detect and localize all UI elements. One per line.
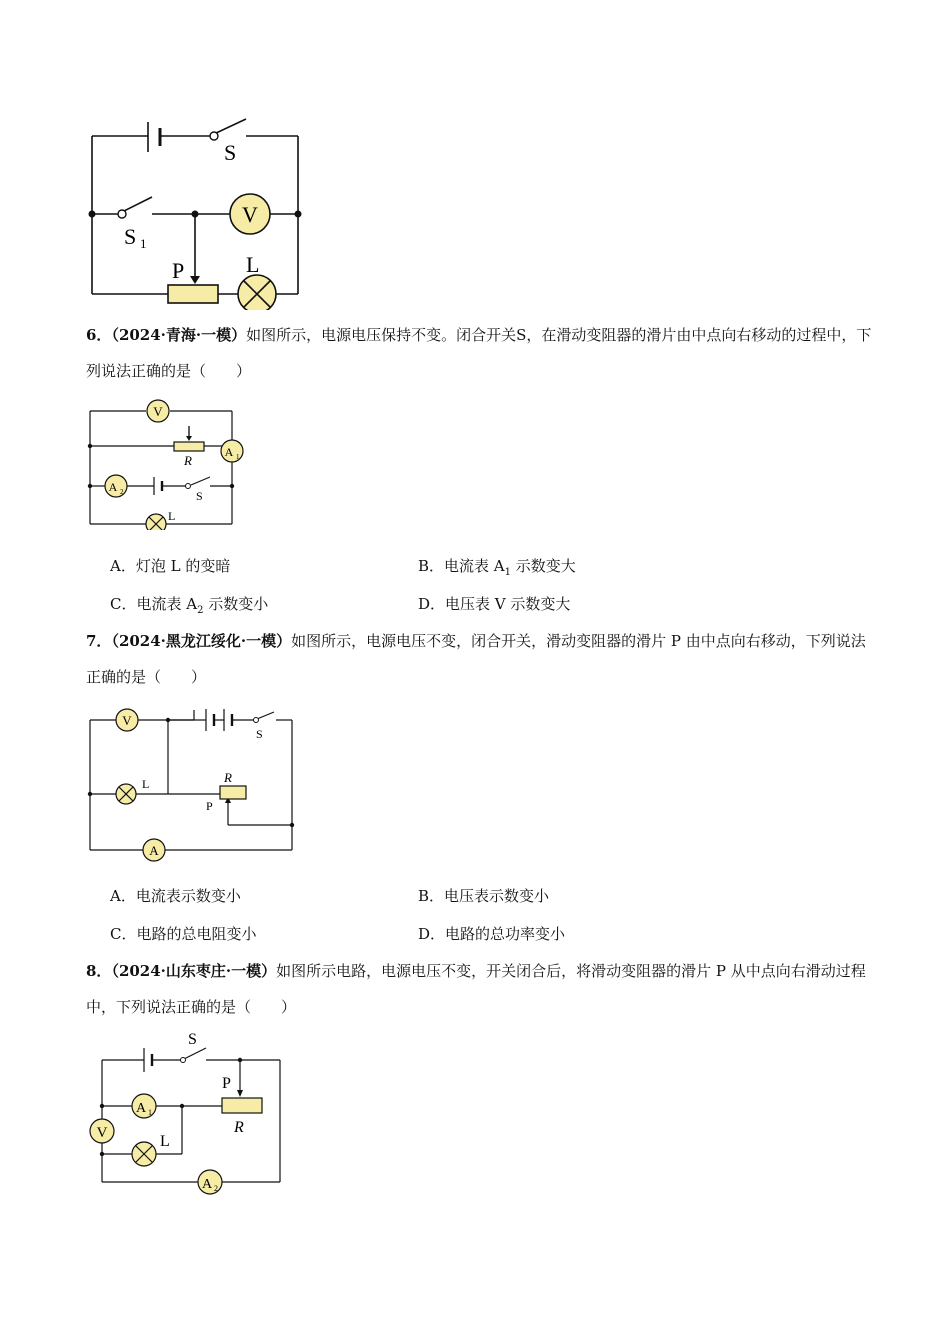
svg-text:A: A bbox=[108, 480, 118, 494]
lamp-icon bbox=[238, 275, 276, 310]
label-s1: S bbox=[124, 224, 137, 249]
switch-s-lever bbox=[214, 119, 246, 134]
svg-text:2: 2 bbox=[214, 1184, 218, 1193]
label-s: S bbox=[196, 489, 203, 503]
label-r: R bbox=[224, 770, 232, 785]
ammeter-a2 bbox=[198, 1170, 222, 1194]
question-7 bbox=[86, 623, 876, 695]
question-text: 如图所示电路，电源电压不变，开关闭合后，将滑动变阻器的滑片 P 从中点向右滑动过程中，下列说法正确的是（ ） bbox=[86, 962, 866, 1016]
ammeter bbox=[143, 839, 165, 861]
svg-text:2: 2 bbox=[120, 488, 124, 496]
option-d[interactable]: D．电压表 V 示数变大 bbox=[418, 595, 571, 613]
option-a[interactable]: A．电流表示数变小 bbox=[110, 887, 241, 905]
svg-text:1: 1 bbox=[148, 1108, 152, 1117]
question-number: 8． bbox=[86, 962, 112, 980]
svg-text:V: V bbox=[242, 202, 258, 227]
question-source: （2024·黑龙江绥化·一模） bbox=[111, 632, 292, 650]
rheostat bbox=[168, 285, 218, 303]
circuit-diagram-q8 bbox=[84, 1028, 294, 1200]
voltmeter bbox=[116, 709, 138, 731]
svg-text:A: A bbox=[201, 1177, 213, 1192]
ammeter-a1 bbox=[132, 1094, 156, 1118]
junction-dot bbox=[89, 211, 96, 218]
rheostat bbox=[174, 442, 204, 451]
label-l: L bbox=[246, 252, 260, 277]
circuit-diagram-q5 bbox=[80, 110, 320, 310]
label-p: P bbox=[172, 258, 185, 283]
label-r: R bbox=[234, 1119, 244, 1136]
circuit-diagram-q6 bbox=[84, 398, 254, 530]
question-8 bbox=[86, 953, 876, 1025]
lamp-icon bbox=[132, 1142, 156, 1166]
switch-s-pivot bbox=[210, 132, 218, 140]
lamp-icon bbox=[116, 784, 136, 804]
junction-dot bbox=[192, 211, 199, 218]
question-source: （2024·青海·一模） bbox=[111, 326, 247, 344]
svg-text:A: A bbox=[135, 1101, 147, 1116]
svg-text:A: A bbox=[149, 843, 159, 858]
junction-dot bbox=[295, 211, 302, 218]
question-6 bbox=[86, 317, 876, 389]
question-number: 6． bbox=[86, 326, 112, 344]
label-s: S bbox=[224, 140, 237, 165]
svg-text:V: V bbox=[153, 404, 163, 419]
switch-pivot bbox=[181, 1058, 186, 1063]
svg-text:V: V bbox=[96, 1125, 108, 1141]
label-l: L bbox=[160, 1133, 170, 1150]
slider-arrow bbox=[237, 1090, 243, 1097]
slider-arrow bbox=[190, 276, 200, 284]
rheostat bbox=[222, 1098, 262, 1113]
label-s1-sub: 1 bbox=[140, 236, 147, 251]
svg-text:1: 1 bbox=[236, 453, 240, 461]
option-b[interactable]: B．电压表示数变小 bbox=[418, 887, 550, 905]
voltmeter bbox=[230, 194, 270, 234]
circuit-diagram-q7 bbox=[84, 702, 304, 862]
question-text: 如图所示，电源电压保持不变。闭合开关S，在滑动变阻器的滑片由中点向右移动的过程中，下列说法正确的是（ ） bbox=[86, 326, 872, 380]
label-p: P bbox=[222, 1075, 231, 1092]
question-source: （2024·山东枣庄·一模） bbox=[111, 962, 277, 980]
voltmeter bbox=[147, 400, 169, 422]
label-r: R bbox=[184, 453, 192, 468]
ammeter-a2 bbox=[105, 475, 127, 497]
rheostat bbox=[220, 786, 246, 799]
label-s: S bbox=[256, 727, 263, 741]
option-c[interactable]: C．电路的总电阻变小 bbox=[110, 925, 257, 943]
question-number: 7． bbox=[86, 632, 112, 650]
question-text: 如图所示，电源电压不变，闭合开关，滑动变阻器的滑片 P 由中点向右移动，下列说法正确的是（ ） bbox=[86, 632, 866, 686]
svg-text:V: V bbox=[122, 713, 132, 728]
switch-s1-pivot bbox=[118, 210, 126, 218]
option-c[interactable]: C．电流表 $A_2$ 示数变小 bbox=[110, 595, 269, 616]
svg-text:A: A bbox=[224, 445, 234, 459]
label-p: P bbox=[206, 799, 213, 813]
label-l: L bbox=[168, 509, 176, 523]
option-b[interactable]: B．电流表 $A_1$ 示数变大 bbox=[418, 557, 576, 578]
label-l: L bbox=[142, 777, 150, 791]
switch-pivot bbox=[186, 484, 191, 489]
ammeter-a1 bbox=[221, 440, 243, 462]
option-d[interactable]: D．电路的总功率变小 bbox=[418, 925, 566, 943]
switch-s1-lever bbox=[122, 197, 152, 212]
switch-pivot bbox=[254, 718, 259, 723]
voltmeter bbox=[90, 1119, 114, 1143]
label-s: S bbox=[188, 1031, 197, 1048]
option-a[interactable]: A．灯泡 L 的变暗 bbox=[110, 557, 231, 575]
lamp-icon bbox=[146, 514, 166, 530]
